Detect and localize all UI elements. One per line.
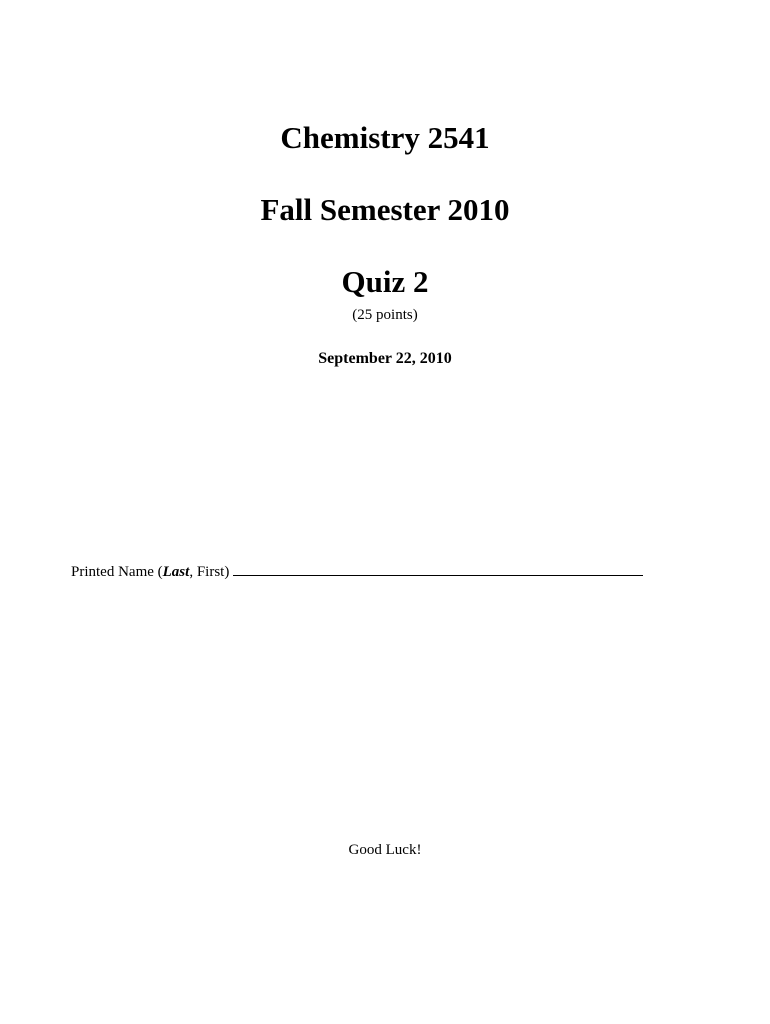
printed-name-label [71,563,229,581]
printed-name-blank[interactable] [233,561,643,576]
points-label: (25 points) [352,307,418,323]
quiz-title: Quiz 2 [341,264,429,299]
closing-message: Good Luck! [348,842,422,858]
printed-name-prefix: Printed Name ( [71,564,163,580]
quiz-date: September 22, 2010 [318,350,452,367]
printed-name-suffix: , First) [189,564,230,580]
semester-title: Fall Semester 2010 [260,192,510,227]
printed-name-last: Last [162,564,190,580]
course-title: Chemistry 2541 [280,120,490,155]
printed-name-row [71,561,643,581]
